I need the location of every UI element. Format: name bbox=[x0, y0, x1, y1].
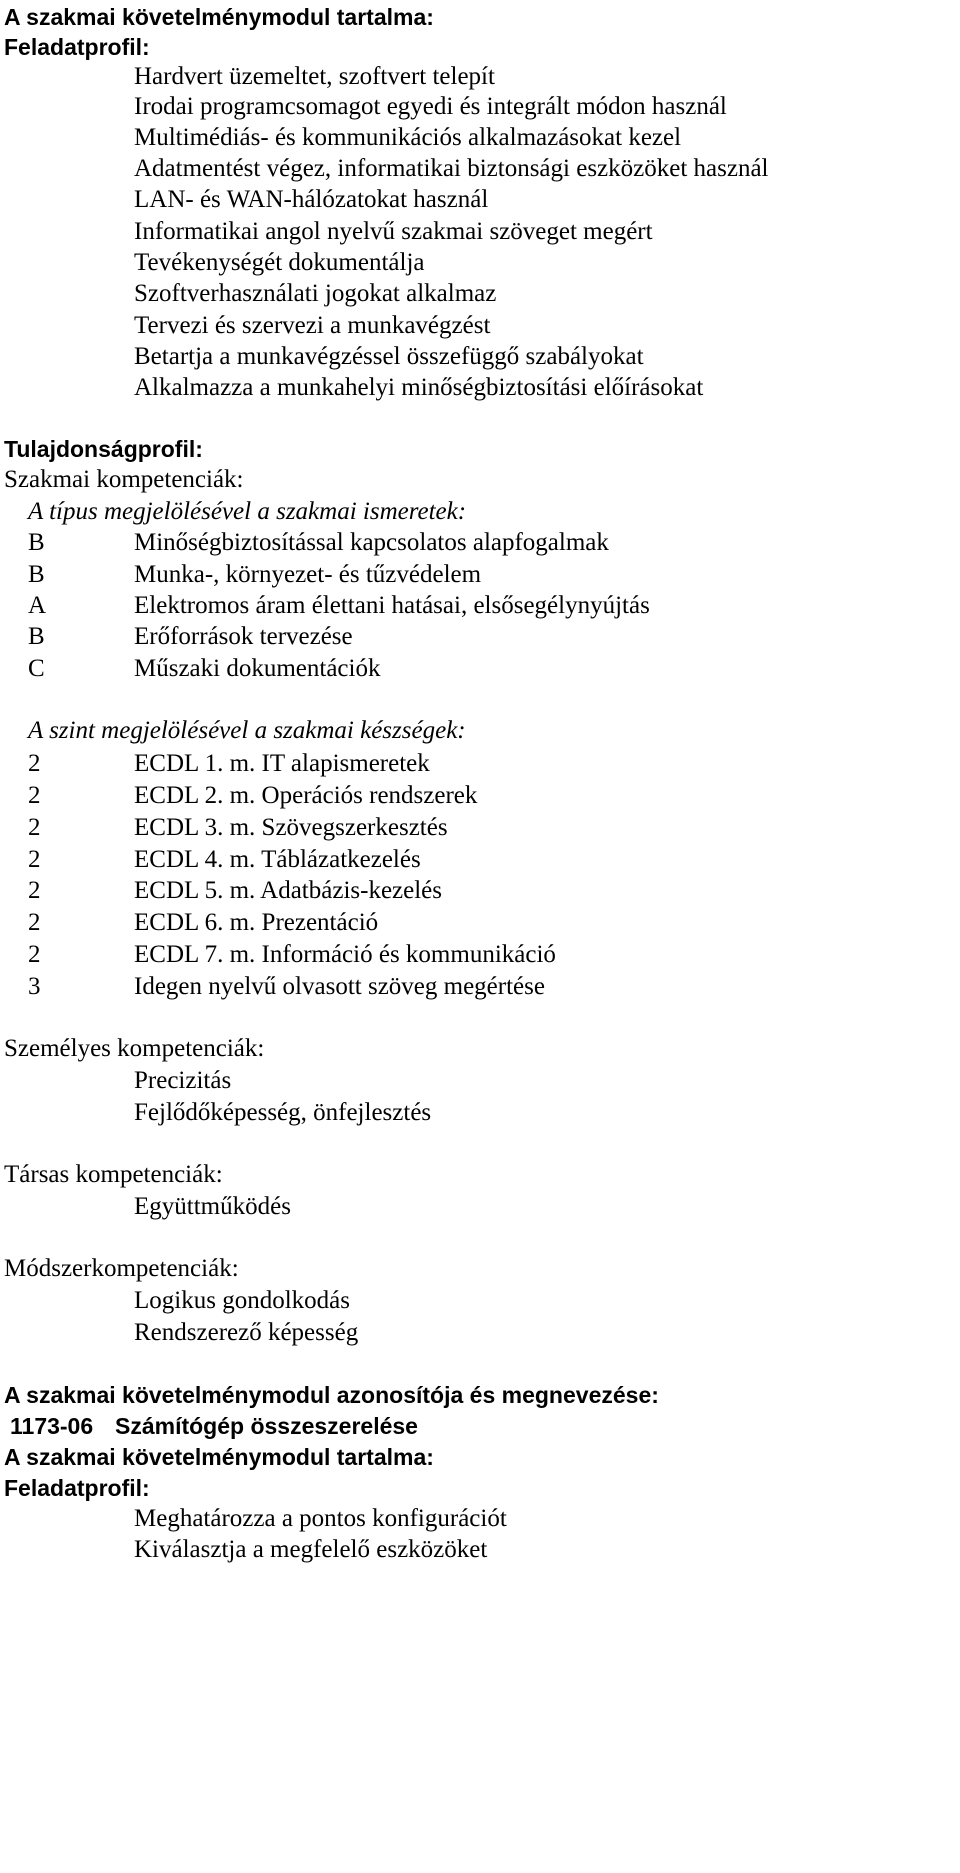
type-code: C bbox=[28, 655, 45, 682]
level-code: 2 bbox=[28, 909, 41, 936]
level-code: 3 bbox=[28, 973, 41, 1000]
task-item: Informatikai angol nyelvű szakmai szöveget megért bbox=[134, 218, 653, 245]
module-id-heading: A szakmai követelménymodul azonosítója és megnevezése: bbox=[4, 1382, 659, 1408]
skill-text: ECDL 6. m. Prezentáció bbox=[134, 909, 379, 936]
knowledge-row bbox=[4, 560, 956, 590]
task-item: Tevékenységét dokumentálja bbox=[134, 249, 425, 276]
skill-row bbox=[4, 781, 956, 811]
module-name: Számítógép összeszerelése bbox=[115, 1413, 418, 1439]
skill-text: ECDL 4. m. Táblázatkezelés bbox=[134, 846, 421, 873]
knowledge-row bbox=[4, 528, 956, 558]
knowledge-text: Munka-, környezet- és tűzvédelem bbox=[134, 561, 482, 588]
task-profile-heading: Feladatprofil: bbox=[4, 34, 150, 60]
skill-row bbox=[4, 749, 956, 779]
skill-row bbox=[4, 940, 956, 970]
skill-text: ECDL 3. m. Szövegszerkesztés bbox=[134, 814, 448, 841]
skill-text: ECDL 7. m. Információ és kommunikáció bbox=[134, 941, 556, 968]
task-item: Szoftverhasználati jogokat alkalmaz bbox=[134, 280, 497, 307]
skill-text: ECDL 1. m. IT alapismeretek bbox=[134, 750, 430, 777]
task-item: Irodai programcsomagot egyedi és integrált módon használ bbox=[134, 93, 727, 120]
knowledge-text: Minőségbiztosítással kapcsolatos alapfogalmak bbox=[134, 529, 609, 556]
skill-text: ECDL 5. m. Adatbázis-kezelés bbox=[134, 877, 443, 904]
task-item: Hardvert üzemeltet, szoftvert telepít bbox=[134, 63, 495, 90]
task-item: Betartja a munkavégzéssel összefüggő szabályokat bbox=[134, 343, 644, 370]
knowledge-text: Erőforrások tervezése bbox=[134, 623, 353, 650]
skill-row bbox=[4, 876, 956, 906]
personal-item: Fejlődőképesség, önfejlesztés bbox=[134, 1099, 432, 1126]
skill-text: ECDL 2. m. Operációs rendszerek bbox=[134, 782, 478, 809]
property-profile-heading: Tulajdonságprofil: bbox=[4, 436, 203, 462]
module-title bbox=[4, 1411, 956, 1441]
knowledge-row bbox=[4, 654, 956, 684]
task-item: LAN- és WAN-hálózatokat használ bbox=[134, 186, 489, 213]
knowledge-row bbox=[4, 622, 956, 652]
method-item: Rendszerező képesség bbox=[134, 1319, 359, 1346]
level-code: 2 bbox=[28, 846, 41, 873]
task-item: Multimédiás- és kommunikációs alkalmazásokat kezel bbox=[134, 124, 682, 151]
content-heading-2: A szakmai követelménymodul tartalma: bbox=[4, 1444, 434, 1470]
skill-row bbox=[4, 845, 956, 875]
task-item: Alkalmazza a munkahelyi minőségbiztosítási előírásokat bbox=[134, 374, 704, 401]
skill-row bbox=[4, 972, 956, 1002]
personal-competencies-label: Személyes kompetenciák: bbox=[4, 1035, 265, 1062]
knowledge-heading: A típus megjelölésével a szakmai ismeretek: bbox=[28, 498, 467, 525]
skill-row bbox=[4, 813, 956, 843]
knowledge-text: Műszaki dokumentációk bbox=[134, 655, 381, 682]
personal-item: Precizitás bbox=[134, 1067, 232, 1094]
method-competencies-label: Módszerkompetenciák: bbox=[4, 1255, 239, 1282]
level-code: 2 bbox=[28, 877, 41, 904]
task-item: Tervezi és szervezi a munkavégzést bbox=[134, 312, 491, 339]
skill-text: Idegen nyelvű olvasott szöveg megértése bbox=[134, 973, 545, 1000]
method-item: Logikus gondolkodás bbox=[134, 1287, 350, 1314]
task-item: Meghatározza a pontos konfigurációt bbox=[134, 1505, 507, 1532]
level-code: 2 bbox=[28, 941, 41, 968]
type-code: A bbox=[28, 592, 47, 619]
task-profile-heading-2: Feladatprofil: bbox=[4, 1475, 150, 1501]
skills-heading: A szint megjelölésével a szakmai készségek: bbox=[28, 717, 466, 744]
skill-row bbox=[4, 908, 956, 938]
type-code: B bbox=[28, 561, 45, 588]
type-code: B bbox=[28, 623, 45, 650]
type-code: B bbox=[28, 529, 45, 556]
level-code: 2 bbox=[28, 782, 41, 809]
content-heading: A szakmai követelménymodul tartalma: bbox=[4, 4, 434, 30]
task-item: Adatmentést végez, informatikai biztonsági eszközöket használ bbox=[134, 155, 769, 182]
social-item: Együttműködés bbox=[134, 1193, 291, 1220]
level-code: 2 bbox=[28, 814, 41, 841]
knowledge-row bbox=[4, 591, 956, 621]
task-item: Kiválasztja a megfelelő eszközöket bbox=[134, 1536, 488, 1563]
social-competencies-label: Társas kompetenciák: bbox=[4, 1161, 223, 1188]
module-id: 1173-06 bbox=[10, 1413, 94, 1439]
knowledge-text: Elektromos áram élettani hatásai, elsősegélynyújtás bbox=[134, 592, 650, 619]
professional-competencies-label: Szakmai kompetenciák: bbox=[4, 466, 244, 493]
level-code: 2 bbox=[28, 750, 41, 777]
